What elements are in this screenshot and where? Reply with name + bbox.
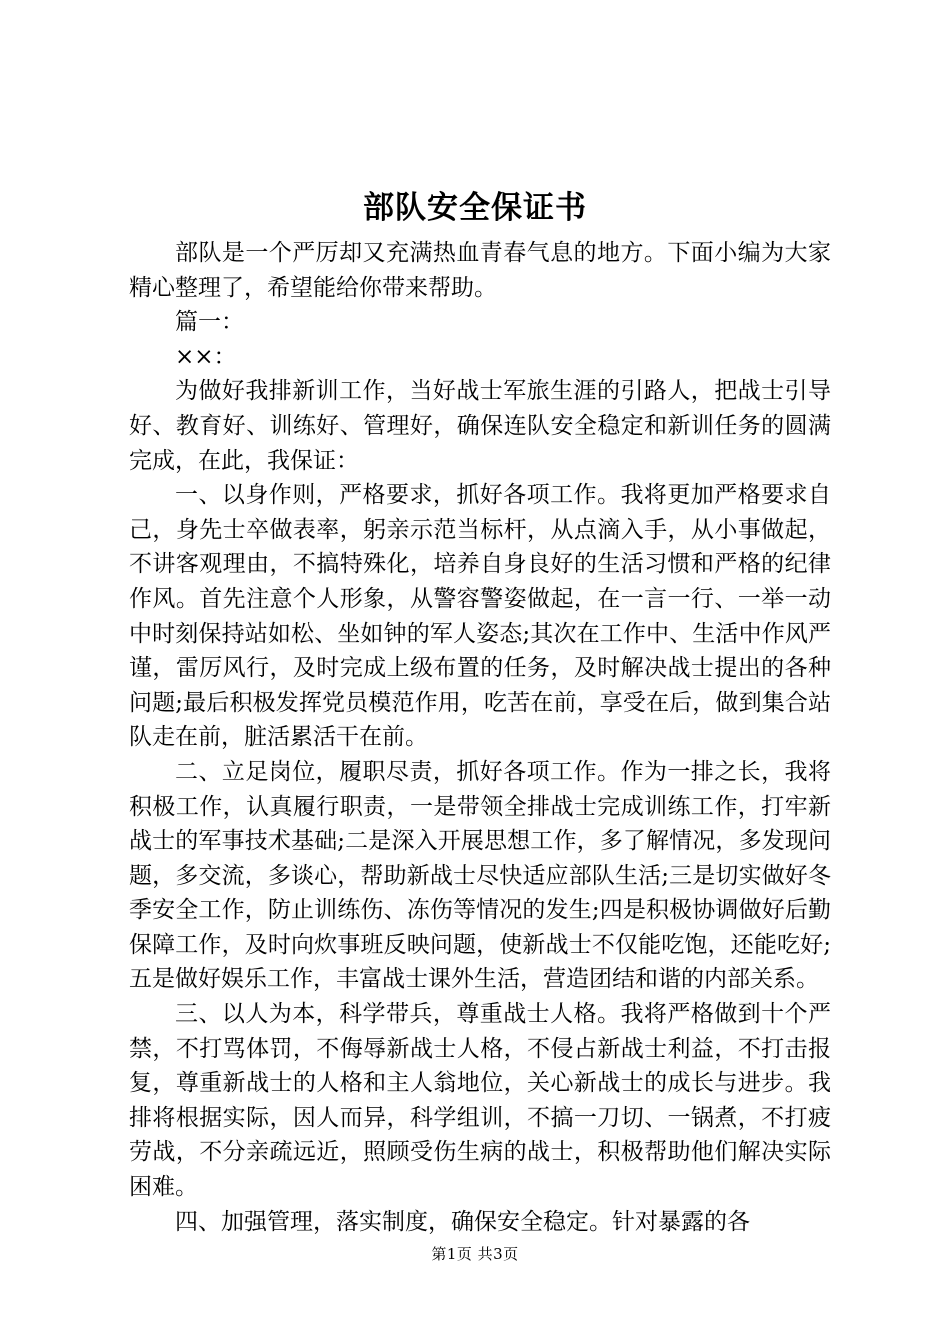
paragraph-salutation: ××： bbox=[175, 343, 237, 370]
paragraph-item-1: 一、以身作则，严格要求，抓好各项工作。我将更加严格要求自己，身先士卒做表率，躬亲示范当标杆，从点滴入手，从小事做起，不讲客观理由，不搞特殊化，培养自身良好的生活习惯和严格的纪律作风。首先注意个人形象，从警容警姿做起，在一言一行、一举一动中时刻保持站如松、坐如钟的军人姿态;其次在工作中、生活中作风严谨，雷厉风行，及时完成上级布置的任务，及时解决战士提出的各种问题;最后积极发挥党员模范作用，吃苦在前，享受在后，做到集合站队走在前，脏活累活干在前。 bbox=[129, 482, 831, 751]
paragraph-section-label: 篇一： bbox=[175, 309, 244, 336]
paragraph-item-2: 二、立足岗位，履职尽责，抓好各项工作。作为一排之长，我将积极工作，认真履行职责，一是带领全排战士完成训练工作，打牢新战士的军事技术基础;二是深入开展思想工作，多了解情况，多发现问题，多交流，多谈心，帮助新战士尽快适应部队生活;三是切实做好冬季安全工作，防止训练伤、冻伤等情况的发生;四是积极协调做好后勤保障工作，及时向炊事班反映问题，使新战士不仅能吃饱，还能吃好;五是做好娱乐工作，丰富战士课外生活，营造团结和谐的内部关系。 bbox=[129, 758, 831, 993]
paragraph-item-4: 四、加强管理，落实制度，确保安全稳定。针对暴露的各 bbox=[175, 1208, 750, 1235]
paragraph-item-3: 三、以人为本，科学带兵，尊重战士人格。我将严格做到十个严禁，不打骂体罚，不侮辱新战士人格，不侵占新战士利益，不打击报复，尊重新战士的人格和主人翁地位，关心新战士的成长与进步。我排将根据实际，因人而异，科学组训，不搞一刀切、一锅煮，不打疲劳战，不分亲疏远近，照顾受伤生病的战士，积极帮助他们解决实际困难。 bbox=[129, 1001, 831, 1201]
paragraph-preamble: 为做好我排新训工作，当好战士军旅生涯的引路人，把战士引导好、教育好、训练好、管理好，确保连队安全稳定和新训任务的圆满完成，在此，我保证： bbox=[129, 378, 831, 474]
paragraph-intro: 部队是一个严厉却又充满热血青春气息的地方。下面小编为大家精心整理了，希望能给你带来帮助。 bbox=[129, 240, 831, 301]
document-title: 部队安全保证书 bbox=[363, 190, 587, 226]
document-body bbox=[129, 236, 831, 1239]
page-number: 第1页 共3页 bbox=[431, 1245, 519, 1263]
